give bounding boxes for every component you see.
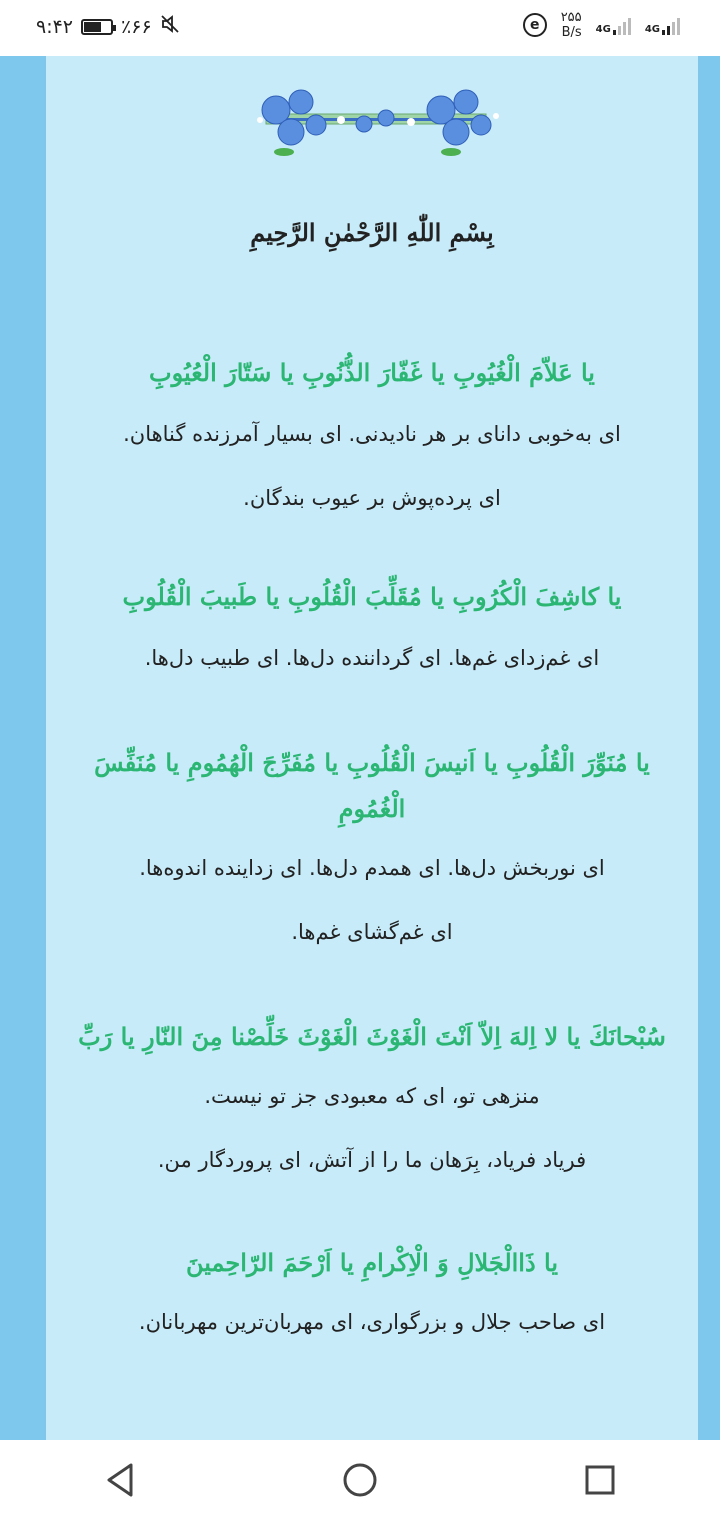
arabic-line: يا مُنَوِّرَ الْقُلُوبِ يا اَنيسَ الْقُلُوبِ يا مُفَرِّجَ الْهُمُومِ يا مُنَفِّسَ الْغُمُومِ [94, 748, 650, 823]
home-button[interactable] [320, 1450, 400, 1510]
translation-line: ای غم‌زدای غم‌ها. ای گرداننده دل‌ها. ای طبیب دل‌ها. [144, 646, 600, 670]
signal-icon-2: 4G [645, 15, 680, 35]
prayer-section-2 [46, 574, 698, 690]
side-border-right [700, 56, 720, 1440]
recents-button[interactable] [560, 1450, 640, 1510]
back-icon [103, 1462, 137, 1498]
app-e-icon: e [523, 13, 547, 37]
translation-line: ای پرده‌پوش بر عیوب بندگان. [243, 486, 501, 510]
mute-icon [160, 14, 180, 39]
translation-line: فریاد فریاد، بِرَهان ما را از آتش، ای پروردگار من. [157, 1148, 587, 1172]
battery-icon [81, 19, 113, 35]
battery-percent: ٪۶۶ [121, 15, 152, 38]
translation-line: ای صاحب جلال و بزرگواری، ای مهربان‌ترین مهربانان. [138, 1310, 606, 1334]
arabic-line: يا كاشِفَ الْكُرُوبِ يا مُقَلِّبَ الْقُلُوبِ يا طَبيبَ الْقُلُوبِ [122, 582, 622, 611]
signal-icon: 4G [596, 15, 631, 35]
network-speed: ۲۵۵ B/s [560, 10, 582, 40]
arabic-line: سُبْحانَكَ يا لا اِلهَ اِلاّ اَنْتَ الْغَوْثَ الْغَوْثَ خَلِّصْنا مِنَ النّارِ يا رَبِّ [78, 1022, 666, 1051]
prayer-section-1 [46, 350, 698, 530]
prayer-section-3 [46, 740, 698, 964]
content-panel[interactable] [44, 56, 700, 1440]
clock: ۹:۴۲ [36, 15, 74, 38]
translation-line: ای غم‌گشای غم‌ها. [291, 920, 453, 944]
flower-ornament [246, 80, 506, 160]
basmala: بِسْمِ اللّٰهِ الرَّحْمٰنِ الرَّحِيمِ [250, 218, 494, 247]
recents-icon [584, 1464, 616, 1496]
prayer-section-5 [46, 1240, 698, 1354]
navigation-bar [0, 1440, 720, 1520]
translation-line: ای نوربخش دل‌ها. ای همدم دل‌ها. ای زداینده اندوه‌ها. [139, 856, 605, 880]
arabic-line: يا عَلاّمَ الْغُيُوبِ يا غَفّارَ الذُّنُوبِ يا سَتّارَ الْعُيُوبِ [148, 358, 595, 387]
translation-line: منزهی تو، ای که معبودی جز تو نیست. [204, 1084, 540, 1108]
translation-line: ای به‌خوبی دانای بر هر نادیدنی. ای بسیار آمرزنده گناهان. [123, 422, 621, 446]
prayer-section-4 [46, 1014, 698, 1192]
home-icon [342, 1462, 378, 1498]
arabic-line: يا ذَاالْجَلالِ وَ الْاِكْرامِ يا اَرْحَمَ الرّاحِمينَ [185, 1248, 559, 1277]
side-border-left [0, 56, 44, 1440]
status-bar [0, 0, 720, 56]
back-button[interactable] [80, 1450, 160, 1510]
